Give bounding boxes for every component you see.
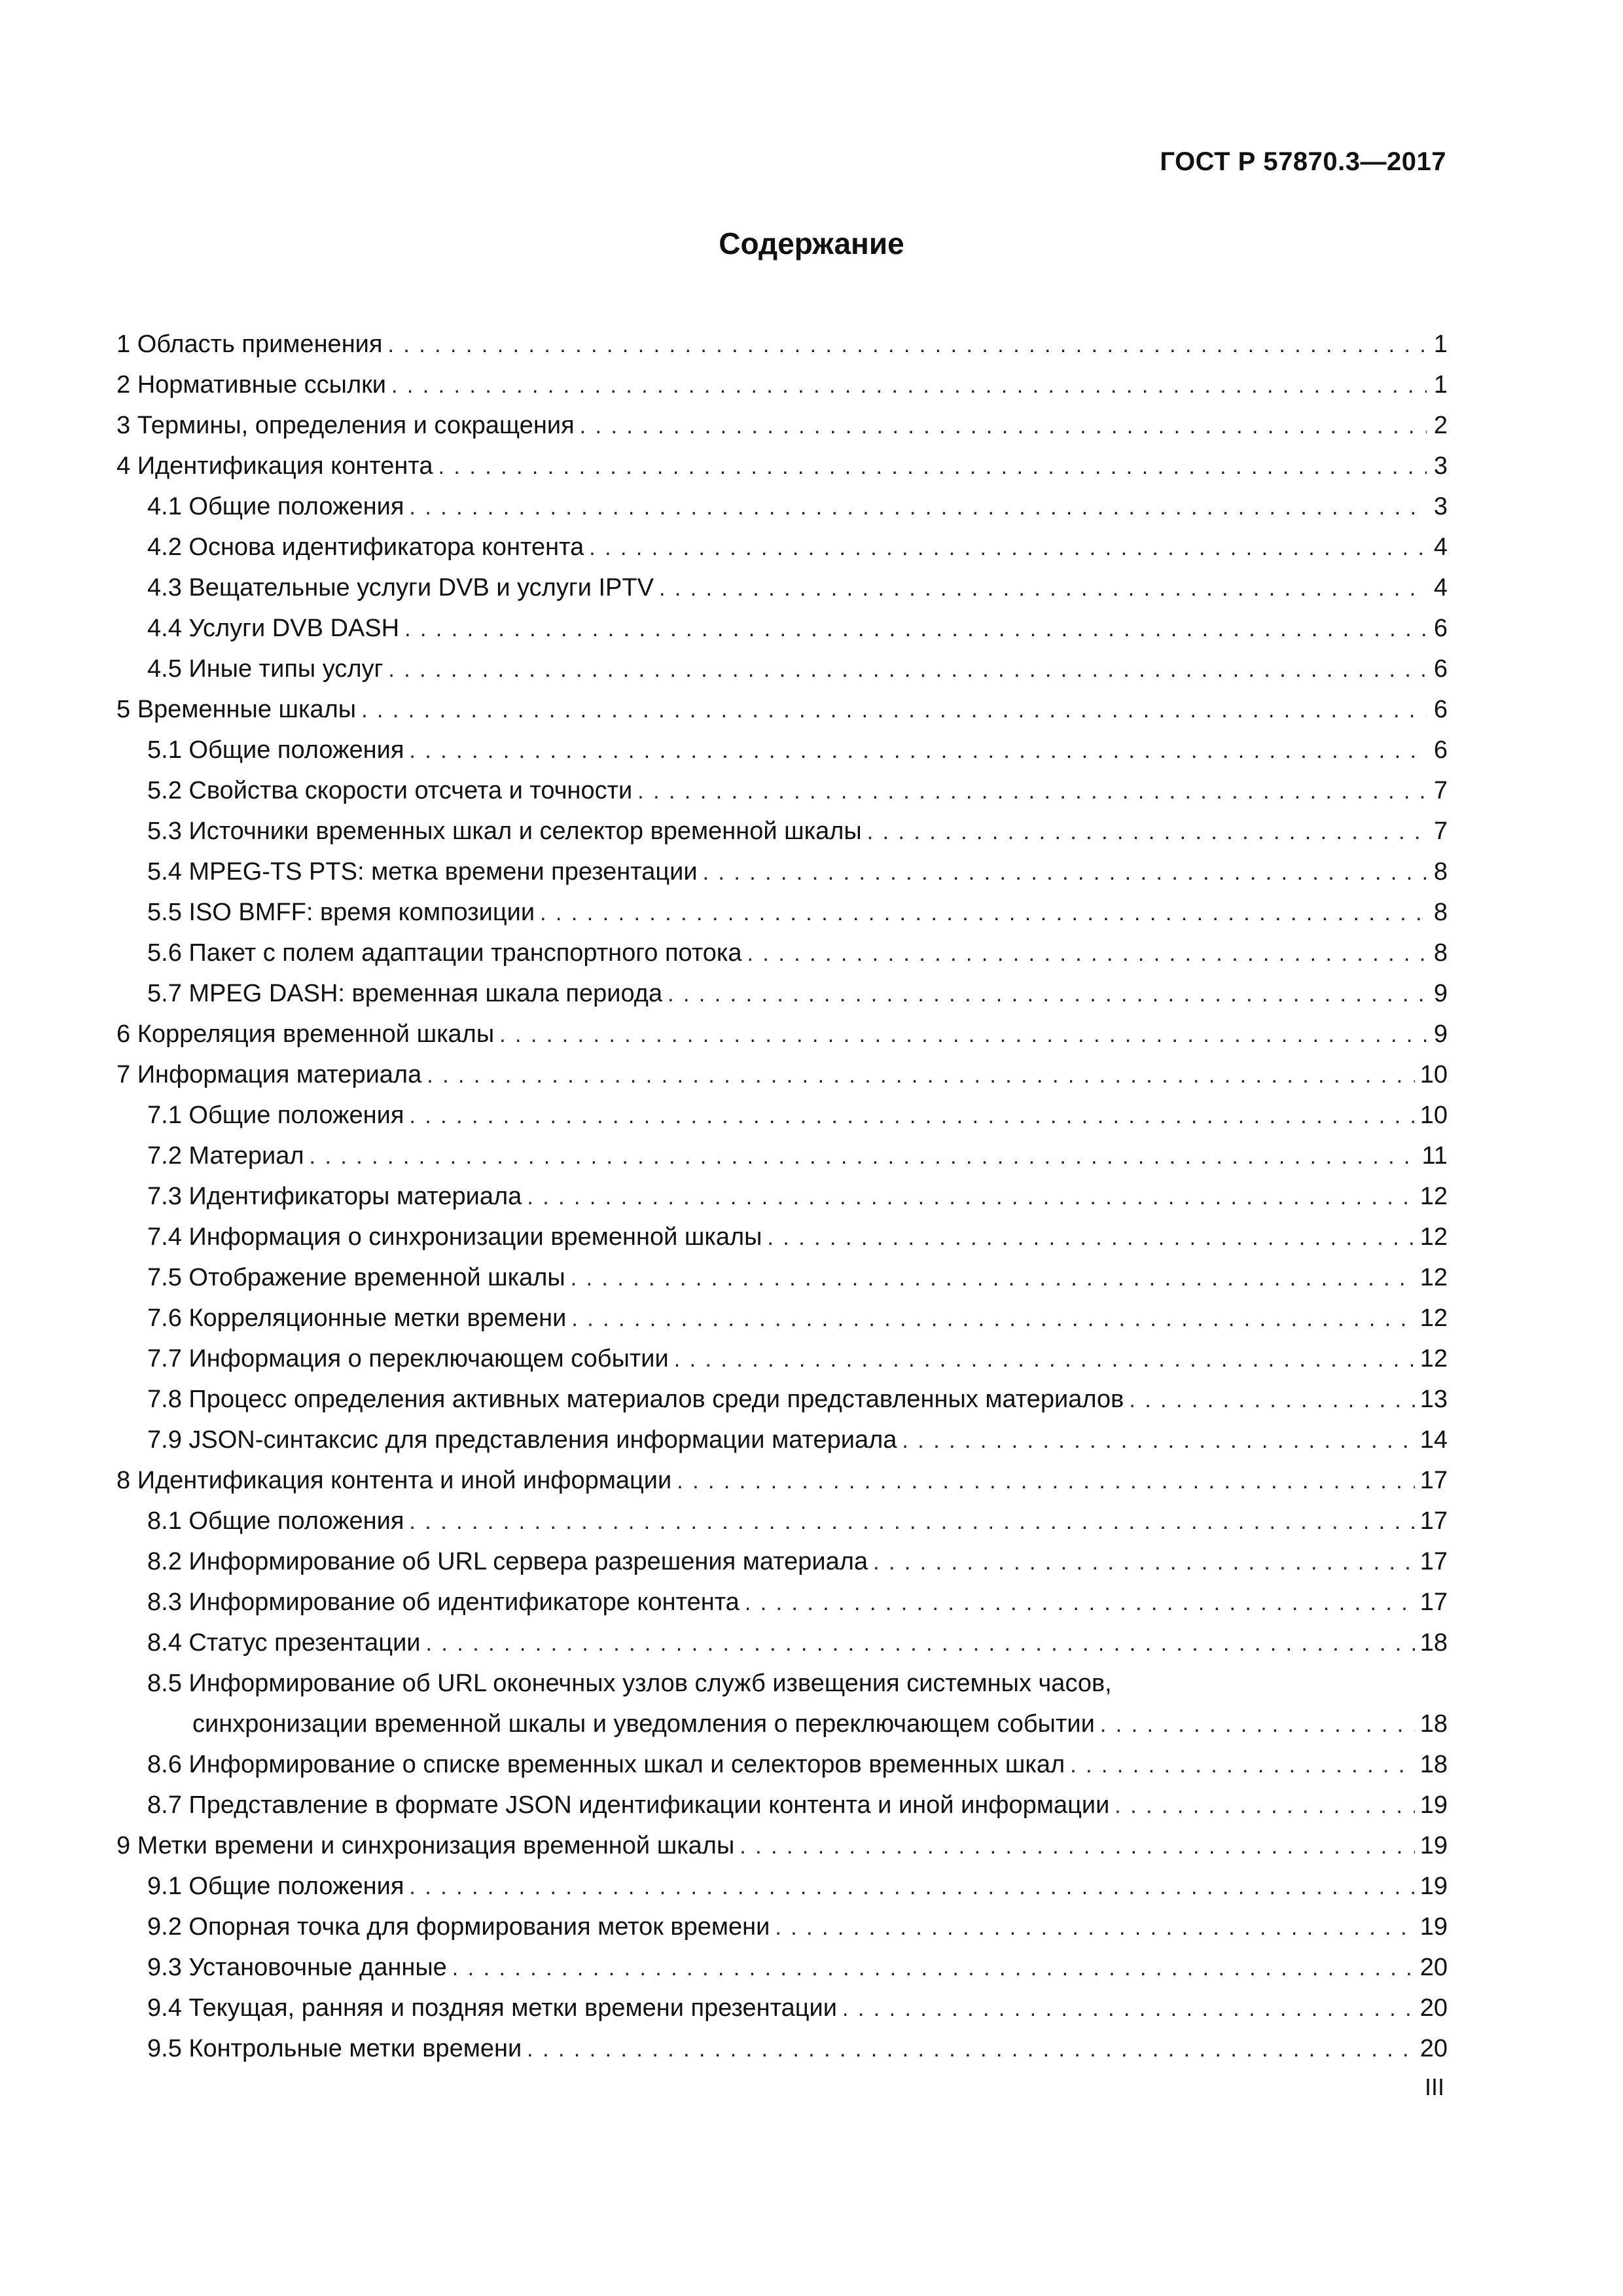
toc-entry-7-2[interactable] (116, 1136, 1448, 1176)
toc-entry-page: 12 (1419, 1223, 1448, 1251)
toc-entry-label: 8.3 Информирование об идентификаторе контента (147, 1588, 740, 1616)
toc-entry-page: 12 (1419, 1304, 1448, 1332)
toc-entry-label: 9.5 Контрольные метки времени (147, 2035, 522, 2062)
toc-entry-label: 5.7 MPEG DASH: временная шкала периода (147, 980, 663, 1007)
dot-leader (527, 1177, 1414, 1217)
toc-entry-label: 8 Идентификация контента и иной информации (116, 1467, 672, 1494)
toc-entry-9[interactable] (116, 1825, 1448, 1866)
toc-entry-label: 7 Информация материала (116, 1061, 422, 1088)
toc-entry-8-2[interactable] (116, 1541, 1448, 1582)
dot-leader (1115, 1785, 1414, 1826)
dot-leader (404, 609, 1427, 649)
toc-entry-continuation (147, 1704, 1448, 1744)
toc-entry-page: 11 (1421, 1142, 1448, 1170)
toc-entry-7-6[interactable] (116, 1298, 1448, 1338)
toc-entry-label: 4.5 Иные типы услуг (147, 655, 383, 683)
toc-entry-4-2[interactable] (116, 527, 1448, 567)
toc-entry-7-8[interactable] (116, 1379, 1448, 1420)
toc-entry-page: 4 (1433, 574, 1448, 601)
toc-entry-7-5[interactable] (116, 1257, 1448, 1298)
dot-leader (589, 528, 1427, 568)
dot-leader (310, 1136, 1417, 1177)
toc-entry-6[interactable] (116, 1014, 1448, 1054)
toc-entry-label: 9.2 Опорная точка для формирования меток времени (147, 1913, 770, 1941)
toc-entry-8-4[interactable] (116, 1623, 1448, 1663)
toc-entry-5-4[interactable] (116, 852, 1448, 892)
toc-entry-label: 4.2 Основа идентификатора контента (147, 533, 584, 561)
toc-entry-label: 9.4 Текущая, ранняя и поздняя метки времени презентации (147, 1994, 837, 2022)
dot-leader (1129, 1380, 1414, 1420)
dot-leader (388, 649, 1427, 690)
toc-entry-7-9[interactable] (116, 1420, 1448, 1460)
toc-entry-label: 1 Область применения (116, 331, 383, 358)
toc-entry-7-3[interactable] (116, 1176, 1448, 1217)
toc-entry-page: 3 (1433, 452, 1448, 480)
dot-leader (873, 1542, 1415, 1583)
dot-leader (387, 325, 1427, 365)
toc-entry-label: 7.3 Идентификаторы материала (147, 1183, 522, 1210)
toc-entry-page: 18 (1419, 1751, 1448, 1778)
toc-entry-7-7[interactable] (116, 1338, 1448, 1379)
toc-entry-9-1[interactable] (116, 1866, 1448, 1907)
dot-leader (571, 1258, 1415, 1299)
toc-entry-7-4[interactable] (116, 1217, 1448, 1257)
dot-leader (1070, 1745, 1415, 1785)
dot-leader (677, 1461, 1415, 1501)
document-code: ГОСТ Р 57870.3—2017 (1160, 147, 1446, 176)
toc-entry-label: 5.4 MPEG-TS PTS: метка времени презентации (147, 858, 698, 886)
toc-entry-page: 17 (1419, 1507, 1448, 1535)
dot-leader (902, 1420, 1414, 1461)
dot-leader (499, 1014, 1427, 1055)
toc-entry-page: 9 (1433, 1020, 1448, 1048)
toc-entry-8-5[interactable] (116, 1663, 1448, 1744)
toc-entry-8[interactable] (116, 1460, 1448, 1501)
toc-entry-page: 1 (1433, 371, 1448, 399)
dot-leader (740, 1826, 1414, 1867)
dot-leader (438, 446, 1427, 487)
toc-entry-label: 5 Временные шкалы (116, 696, 357, 723)
dot-leader (637, 771, 1427, 812)
toc-entry-label: 4.1 Общие положения (147, 493, 404, 520)
dot-leader (703, 852, 1427, 893)
toc-entry-page: 10 (1419, 1061, 1448, 1088)
dot-leader (745, 1583, 1415, 1623)
toc-entry-label: 7.9 JSON-синтаксис для представления информации материала (147, 1426, 897, 1454)
toc-entry-page: 20 (1419, 2035, 1448, 2062)
dot-leader (674, 1339, 1415, 1380)
toc-entry-label: 5.3 Источники временных шкал и селектор временной шкалы (147, 817, 862, 845)
toc-entry-5-3[interactable] (116, 811, 1448, 852)
toc-entry-label: 5.1 Общие положения (147, 736, 404, 764)
dot-leader (580, 406, 1427, 446)
dot-leader (867, 812, 1427, 852)
toc-entry-page: 19 (1419, 1832, 1448, 1859)
toc-entry-4-5[interactable] (116, 649, 1448, 689)
toc-entry-page: 6 (1433, 655, 1448, 683)
toc-entry-label: 7.5 Отображение временной шкалы (147, 1264, 565, 1291)
toc-entry-label: 7.4 Информация о синхронизации временной шкалы (147, 1223, 762, 1251)
toc-entry-label: 7.6 Корреляционные метки времени (147, 1304, 567, 1332)
toc-entry-8-1[interactable] (116, 1501, 1448, 1541)
toc-entry-5-7[interactable] (116, 973, 1448, 1014)
toc-entry-1[interactable] (116, 324, 1448, 365)
dot-leader (427, 1055, 1414, 1096)
toc-entry-label: 4.3 Вещательные услуги DVB и услуги IPTV (147, 574, 654, 601)
toc-entry-page: 12 (1419, 1183, 1448, 1210)
toc-entry-page: 8 (1433, 939, 1448, 967)
toc-entry-8-3[interactable] (116, 1582, 1448, 1623)
dot-leader (409, 487, 1427, 528)
dot-leader (1100, 1704, 1415, 1745)
toc-entry-8-7[interactable] (116, 1785, 1448, 1825)
toc-entry-label: 5.5 ISO BMFF: время композиции (147, 899, 535, 926)
toc-entry-4[interactable] (116, 446, 1448, 486)
toc-entry-9-3[interactable] (116, 1947, 1448, 1988)
toc-entry-page: 7 (1433, 817, 1448, 845)
toc-entry-page: 8 (1433, 858, 1448, 886)
toc-entry-page: 17 (1419, 1548, 1448, 1575)
toc-entry-9-2[interactable] (116, 1907, 1448, 1947)
toc-entry-page: 2 (1433, 412, 1448, 439)
dot-leader (409, 1867, 1414, 1907)
toc-entry-4-4[interactable] (116, 608, 1448, 649)
toc-entry-label: 5.2 Свойства скорости отсчета и точности (147, 777, 633, 804)
dot-leader (659, 568, 1427, 609)
toc-entry-page: 19 (1419, 1791, 1448, 1819)
toc-entry-label: 9.1 Общие положения (147, 1873, 404, 1900)
toc-entry-label: 8.2 Информирование об URL сервера разрешения материала (147, 1548, 868, 1575)
toc-entry-page: 6 (1433, 736, 1448, 764)
toc-entry-page: 1 (1433, 331, 1448, 358)
toc-entry-9-4[interactable] (116, 1988, 1448, 2028)
toc-entry-label: 6 Корреляция временной шкалы (116, 1020, 495, 1048)
toc-entry-page: 12 (1419, 1264, 1448, 1291)
toc-entry-page: 18 (1419, 1710, 1448, 1738)
toc-entry-page: 18 (1419, 1629, 1448, 1657)
dot-leader (540, 893, 1427, 933)
toc-entry-page: 8 (1433, 899, 1448, 926)
toc-entry-label: 7.2 Материал (147, 1142, 304, 1170)
dot-leader (767, 1217, 1414, 1258)
toc-title: Содержание (719, 226, 904, 260)
toc-entry-label: 7.7 Информация о переключающем событии (147, 1345, 669, 1372)
dot-leader (409, 1096, 1414, 1136)
dot-leader (571, 1299, 1414, 1339)
dot-leader (426, 1623, 1415, 1664)
toc-entry-3[interactable] (116, 405, 1448, 446)
toc-entry-4-1[interactable] (116, 486, 1448, 527)
toc-entry-5-2[interactable] (116, 770, 1448, 811)
toc-entry-2[interactable] (116, 365, 1448, 405)
toc-entry-label: 2 Нормативные ссылки (116, 371, 386, 399)
toc-entry-9-5[interactable] (116, 2028, 1448, 2069)
toc-entry-7-1[interactable] (116, 1095, 1448, 1136)
toc-entry-label: 9.3 Установочные данные (147, 1954, 447, 1981)
toc-entry-page: 9 (1433, 980, 1448, 1007)
dot-leader (842, 1988, 1415, 2029)
toc-entry-label: 8.5 Информирование об URL оконечных узлов служб извещения системных часов, (147, 1670, 1112, 1697)
toc-entry-label: 8.4 Статус презентации (147, 1629, 421, 1657)
toc-entry-label: 8.6 Информирование о списке временных шкал и селекторов временных шкал (147, 1751, 1065, 1778)
toc-entry-page: 20 (1419, 1994, 1448, 2022)
toc-entry-label: 7.1 Общие положения (147, 1102, 404, 1129)
toc-entry-page: 14 (1419, 1426, 1448, 1454)
toc-entry-label-continued: синхронизации временной шкалы и уведомления о переключающем событии (192, 1710, 1095, 1738)
dot-leader (775, 1907, 1414, 1948)
toc-entry-page: 6 (1433, 615, 1448, 642)
toc-entry-page: 12 (1419, 1345, 1448, 1372)
toc-entry-page: 19 (1419, 1913, 1448, 1941)
dot-leader (747, 933, 1427, 974)
toc-entry-label: 7.8 Процесс определения активных материалов среди представленных материалов (147, 1386, 1124, 1413)
toc-entry-5[interactable] (116, 689, 1448, 730)
page-number: III (1424, 2073, 1444, 2100)
dot-leader (361, 690, 1427, 730)
toc-entry-label: 9 Метки времени и синхронизация временной шкалы (116, 1832, 735, 1859)
dot-leader (409, 730, 1427, 771)
toc-entry-page: 6 (1433, 696, 1448, 723)
toc-entry-page: 19 (1419, 1873, 1448, 1900)
toc-entry-page: 17 (1419, 1467, 1448, 1494)
toc-entry-label: 3 Термины, определения и сокращения (116, 412, 575, 439)
toc-entry-5-1[interactable] (116, 730, 1448, 770)
dot-leader (391, 365, 1427, 406)
toc-entry-page: 4 (1433, 533, 1448, 561)
dot-leader (668, 974, 1427, 1014)
toc-entry-label: 4 Идентификация контента (116, 452, 433, 480)
dot-leader (409, 1501, 1414, 1542)
toc-entry-5-6[interactable] (116, 933, 1448, 973)
toc-entry-label: 4.4 Услуги DVB DASH (147, 615, 400, 642)
toc-entry-page: 7 (1433, 777, 1448, 804)
dot-leader (452, 1948, 1415, 1988)
toc-entry-label: 8.7 Представление в формате JSON идентификации контента и иной информации (147, 1791, 1110, 1819)
toc-entry-page: 17 (1419, 1588, 1448, 1616)
toc-entry-7[interactable] (116, 1054, 1448, 1095)
toc-entry-label: 5.6 Пакет с полем адаптации транспортного потока (147, 939, 742, 967)
toc-entry-5-5[interactable] (116, 892, 1448, 933)
toc-entry-page: 20 (1419, 1954, 1448, 1981)
toc-entry-page: 10 (1419, 1102, 1448, 1129)
toc-entry-page: 3 (1433, 493, 1448, 520)
toc-entry-page: 13 (1419, 1386, 1448, 1413)
toc-entry-4-3[interactable] (116, 567, 1448, 608)
toc-entry-8-6[interactable] (116, 1744, 1448, 1785)
toc-entry-label: 8.1 Общие положения (147, 1507, 404, 1535)
dot-leader (527, 2029, 1415, 2070)
table-of-contents (116, 324, 1448, 2069)
